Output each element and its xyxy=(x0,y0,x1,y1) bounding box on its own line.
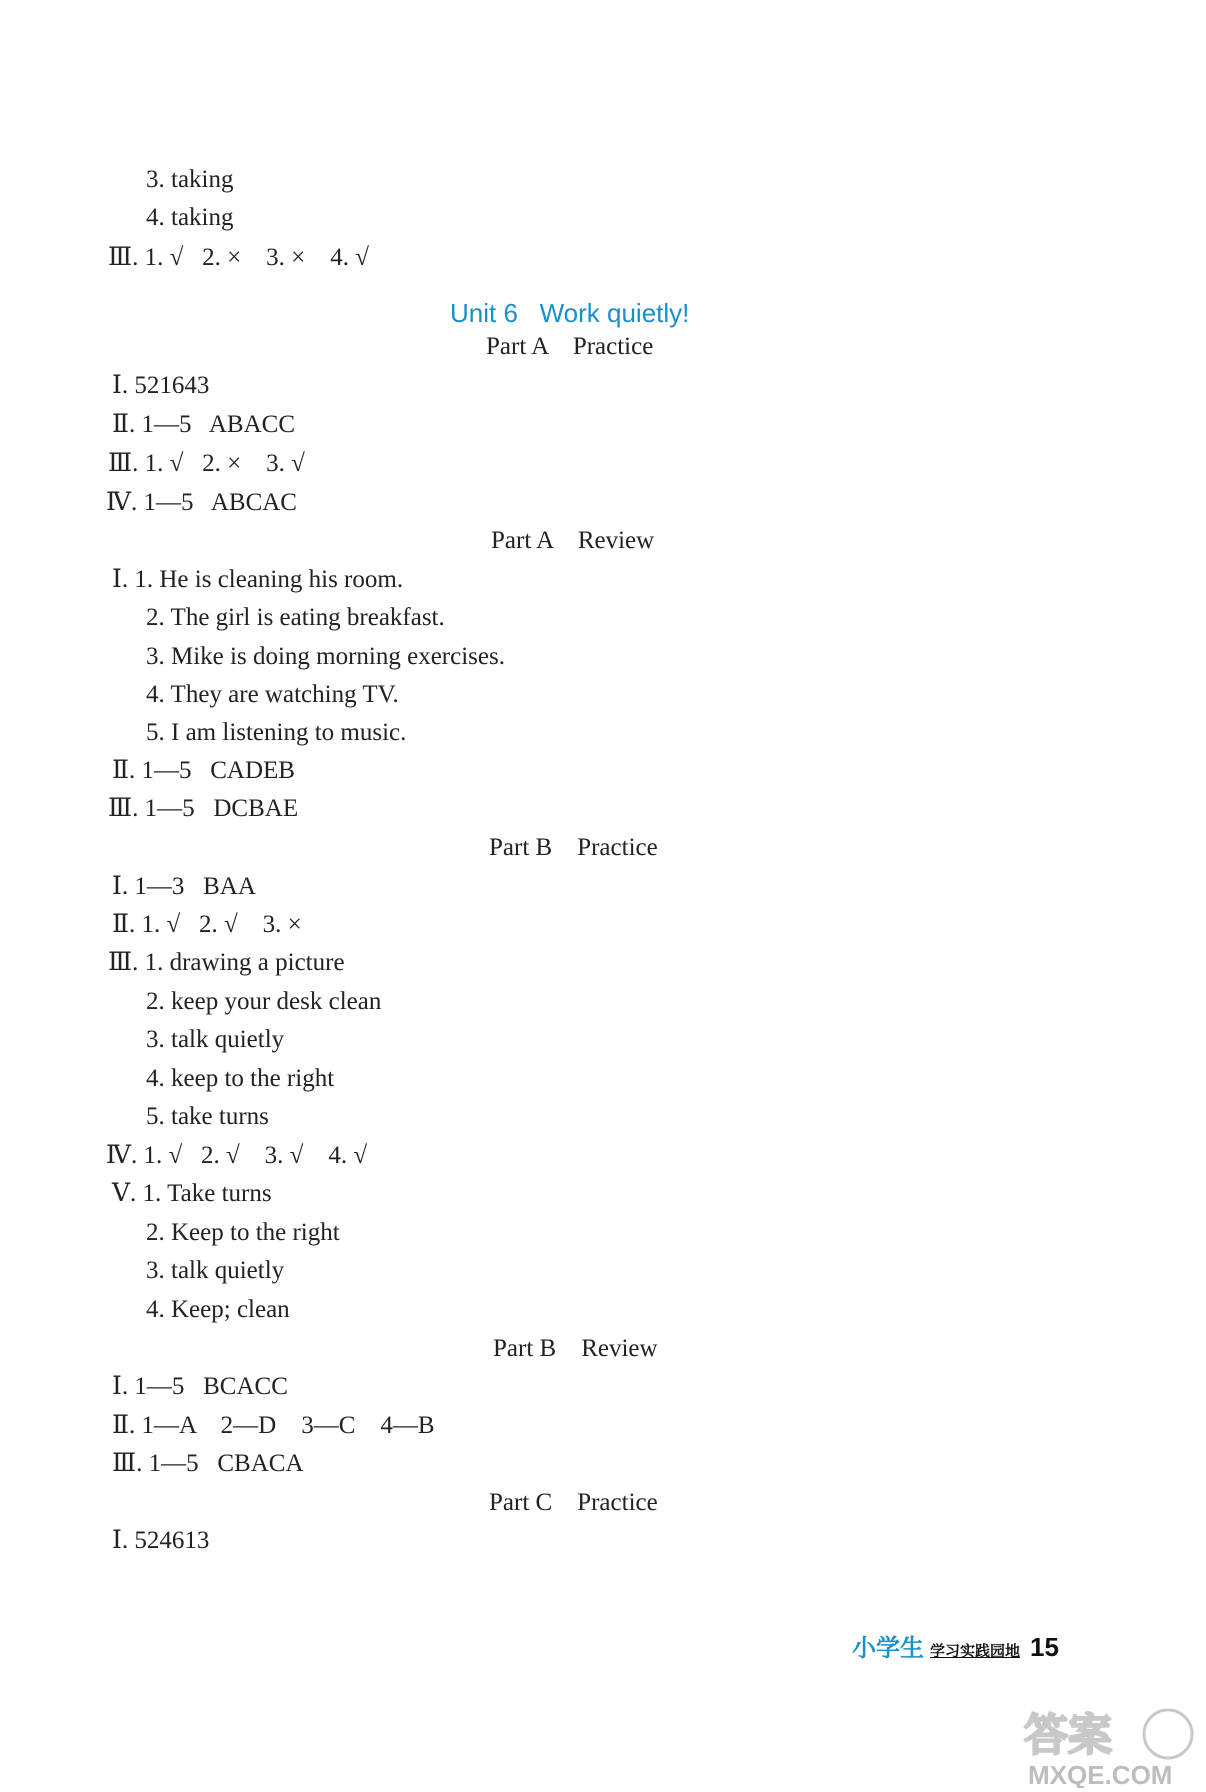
answer-line: 4. They are watching TV. xyxy=(146,681,399,708)
watermark-logo xyxy=(1020,1700,1200,1788)
answer-line: Ⅰ. 521643 xyxy=(112,372,210,399)
answer-line: 4. keep to the right xyxy=(146,1065,335,1092)
answer-line: Ⅲ. 1. √ 2. × 3. √ xyxy=(108,450,305,477)
answer-line: Ⅱ. 1—5 ABACC xyxy=(112,411,295,438)
section-heading: Part A Practice xyxy=(486,333,654,360)
answer-line: Ⅱ. 1. √ 2. √ 3. × xyxy=(112,911,302,938)
answer-line: 2. The girl is eating breakfast. xyxy=(146,604,445,631)
answer-line: 3. talk quietly xyxy=(146,1026,285,1053)
answer-line: 5. I am listening to music. xyxy=(146,719,407,746)
section-heading: Part B Practice xyxy=(489,834,658,861)
answer-line: 4. taking xyxy=(146,204,234,231)
answer-line: Ⅱ. 1—A 2—D 3—C 4—B xyxy=(112,1412,435,1439)
answer-line: Ⅰ. 524613 xyxy=(112,1527,210,1554)
page-number: 15 xyxy=(1030,1632,1059,1662)
answer-line: Ⅳ. 1. √ 2. √ 3. √ 4. √ xyxy=(106,1142,368,1169)
section-heading: Part A Review xyxy=(491,527,655,554)
answer-line: 2. keep your desk clean xyxy=(146,988,382,1015)
brand-logo: 小学生 xyxy=(852,1635,924,1662)
page-footer xyxy=(852,1628,1059,1663)
answer-line: Ⅰ. 1—3 BAA xyxy=(112,873,256,900)
watermark-url: MXQE.COM xyxy=(1028,1760,1173,1788)
answer-line: Ⅰ. 1—5 BCACC xyxy=(112,1373,288,1400)
answer-line: 3. taking xyxy=(146,166,234,193)
answer-line: Ⅴ. 1. Take turns xyxy=(112,1180,272,1207)
answer-line: 5. take turns xyxy=(146,1103,269,1130)
answer-line: Ⅱ. 1—5 CADEB xyxy=(112,757,295,784)
answer-line: 3. talk quietly xyxy=(146,1257,285,1284)
answer-line: Ⅲ. 1—5 DCBAE xyxy=(108,795,299,822)
section-heading: Part B Review xyxy=(493,1335,658,1362)
unit-title: Unit 6 Work quietly! xyxy=(450,298,690,328)
answer-line: Ⅳ. 1—5 ABCAC xyxy=(106,489,297,516)
answer-line: Ⅲ. 1. drawing a picture xyxy=(108,949,345,976)
answer-line: Ⅲ. 1. √ 2. × 3. × 4. √ xyxy=(108,244,369,271)
brand-subtitle: 学习实践园地 xyxy=(930,1643,1021,1660)
answer-line: 3. Mike is doing morning exercises. xyxy=(146,643,505,670)
answer-line: Ⅰ. 1. He is cleaning his room. xyxy=(112,566,404,593)
answer-line: Ⅲ. 1—5 CBACA xyxy=(112,1450,304,1477)
svg-text:答案: 答案 xyxy=(1024,1711,1112,1760)
answer-line: 4. Keep; clean xyxy=(146,1296,290,1323)
section-heading: Part C Practice xyxy=(489,1489,658,1516)
answer-line: 2. Keep to the right xyxy=(146,1219,340,1246)
